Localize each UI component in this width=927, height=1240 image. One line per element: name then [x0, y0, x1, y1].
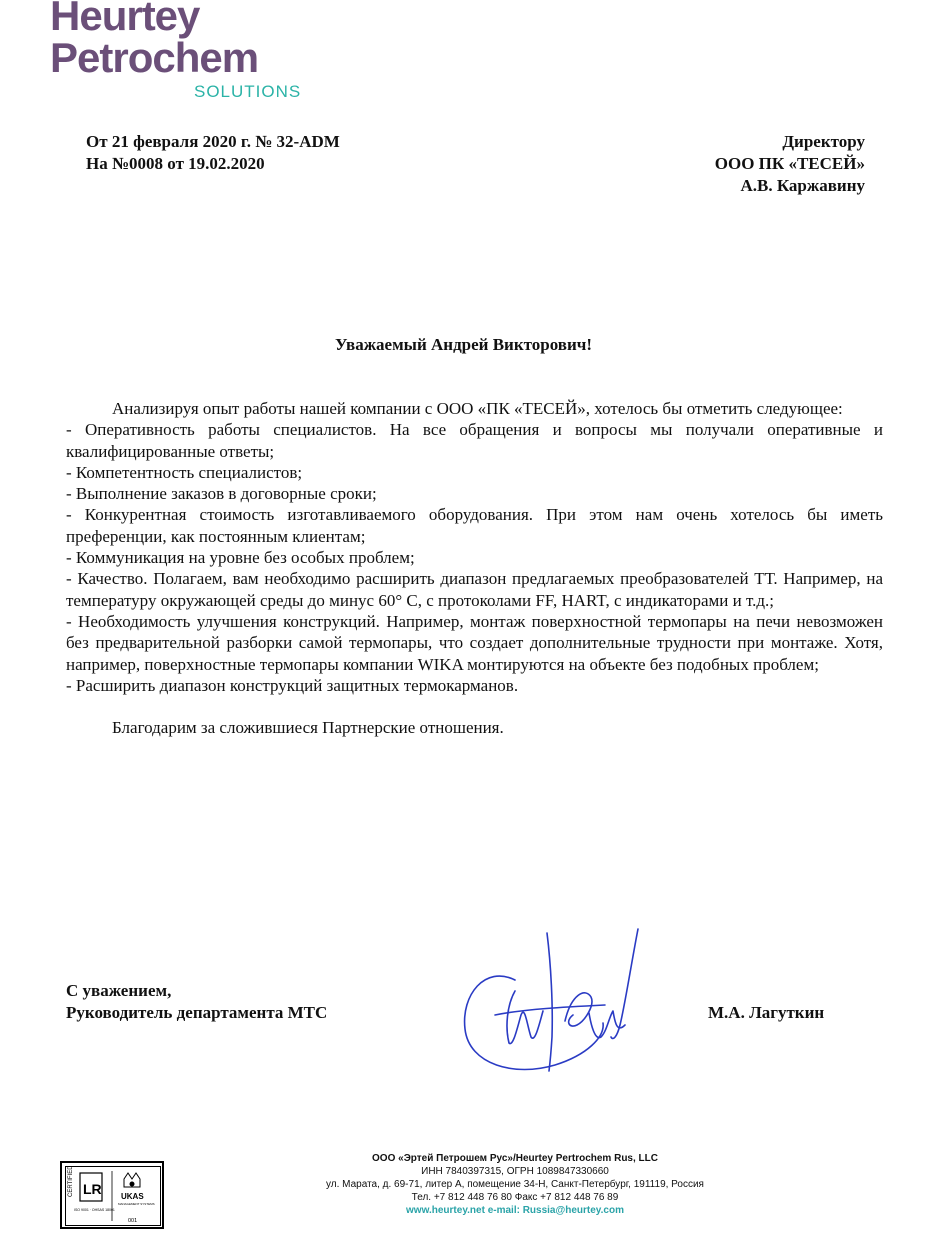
- recipient-block: [715, 131, 865, 197]
- recipient-company: ООО ПК «ТЕСЕЙ»: [714, 154, 865, 173]
- footer-ids: ИНН 7840397315, ОГРН 1089847330660: [421, 1166, 609, 1177]
- list-item: - Выполнение заказов в договорные сроки;: [66, 484, 377, 504]
- salutation: Уважаемый Андрей Викторович!: [334, 335, 593, 354]
- cert-ukas-text: UKAS: [121, 1192, 144, 1201]
- logo-line-1: Heurtey: [50, 0, 200, 39]
- logo-line-2: Petrochem: [50, 34, 259, 81]
- lr-ukas-mark-icon: [66, 1167, 160, 1225]
- letter-date: От 21 февраля 2020 г. № 32-ADM: [86, 132, 340, 151]
- list-item: - Необходимость улучшения конструкций. Например, монтаж поверхностной термопары на печи невозможен без предварительной разборки самой термопары, что создает дополнительные трудности при монтаже. Хотя, например, поверхностные термопары компании WIKA монтируются на объекте без подобных проблем;: [66, 611, 883, 674]
- handwritten-signature: [455, 925, 645, 1085]
- list-item: - Оперативность работы специалистов. На все обращения и вопросы мы получали оперативные и квалифицированные ответы;: [66, 420, 883, 461]
- letter-body: [66, 398, 883, 738]
- thanks-paragraph: Благодарим за сложившиеся Партнерские отношения.: [112, 718, 504, 738]
- cert-ukas-sub-text: MANAGEMENT SYSTEMS: [118, 1202, 155, 1206]
- signer-name: М.А. Лагуткин: [708, 1003, 825, 1022]
- letter-footer: [200, 1152, 830, 1217]
- cert-certified-text: CERTIFIED: [68, 1167, 74, 1197]
- list-item: - Качество. Полагаем, вам необходимо расширить диапазон предлагаемых преобразователей ТТ. Например, на температуру окружающей среды до минус 60° С, с протоколами FF, HART, с индикаторами и т.д.;: [66, 569, 883, 610]
- closing-block: [66, 980, 327, 1024]
- cert-iso-text: ISO 9001 · OHSAS 18001: [74, 1208, 115, 1212]
- footer-web-email: www.heurtey.net e-mail: Russia@heurtey.com: [406, 1205, 624, 1216]
- closing-regards: С уважением,: [66, 981, 172, 1000]
- footer-address: ул. Марата, д. 69-71, литер А, помещение 34-Н, Санкт-Петербург, 191119, Россия: [326, 1179, 704, 1190]
- logo-line-3: SOLUTIONS: [194, 82, 302, 101]
- list-item: - Компетентность специалистов;: [66, 462, 303, 482]
- list-item: - Расширить диапазон конструкций защитных термокарманов.: [66, 675, 519, 695]
- recipient-position: Директору: [782, 132, 865, 151]
- list-item: - Коммуникация на уровне без особых проблем;: [66, 548, 415, 568]
- certification-badge: [60, 1161, 164, 1229]
- letter-in-reply-to: На №0008 от 19.02.2020: [86, 154, 265, 173]
- cert-number-text: 001: [128, 1218, 138, 1224]
- cert-lr-text: LR: [83, 1181, 102, 1197]
- recipient-name: А.В. Каржавину: [740, 176, 865, 195]
- footer-company: ООО «Эртей Петрошем Рус»/Heurtey Pertrochem Rus, LLC: [372, 1153, 658, 1164]
- intro-paragraph: Анализируя опыт работы нашей компании с ООО «ПК «ТЕСЕЙ», хотелось бы отметить следующее:: [112, 399, 843, 418]
- footer-phones: Тел. +7 812 448 76 80 Факс +7 812 448 76 89: [411, 1192, 619, 1203]
- signer-position: Руководитель департамента МТС: [66, 1003, 328, 1022]
- company-logo: [50, 0, 330, 105]
- letter-reference: [86, 131, 340, 175]
- list-item: - Конкурентная стоимость изготавливаемого оборудования. При этом нам очень хотелось бы иметь преференции, как постоянным клиентам;: [66, 505, 883, 546]
